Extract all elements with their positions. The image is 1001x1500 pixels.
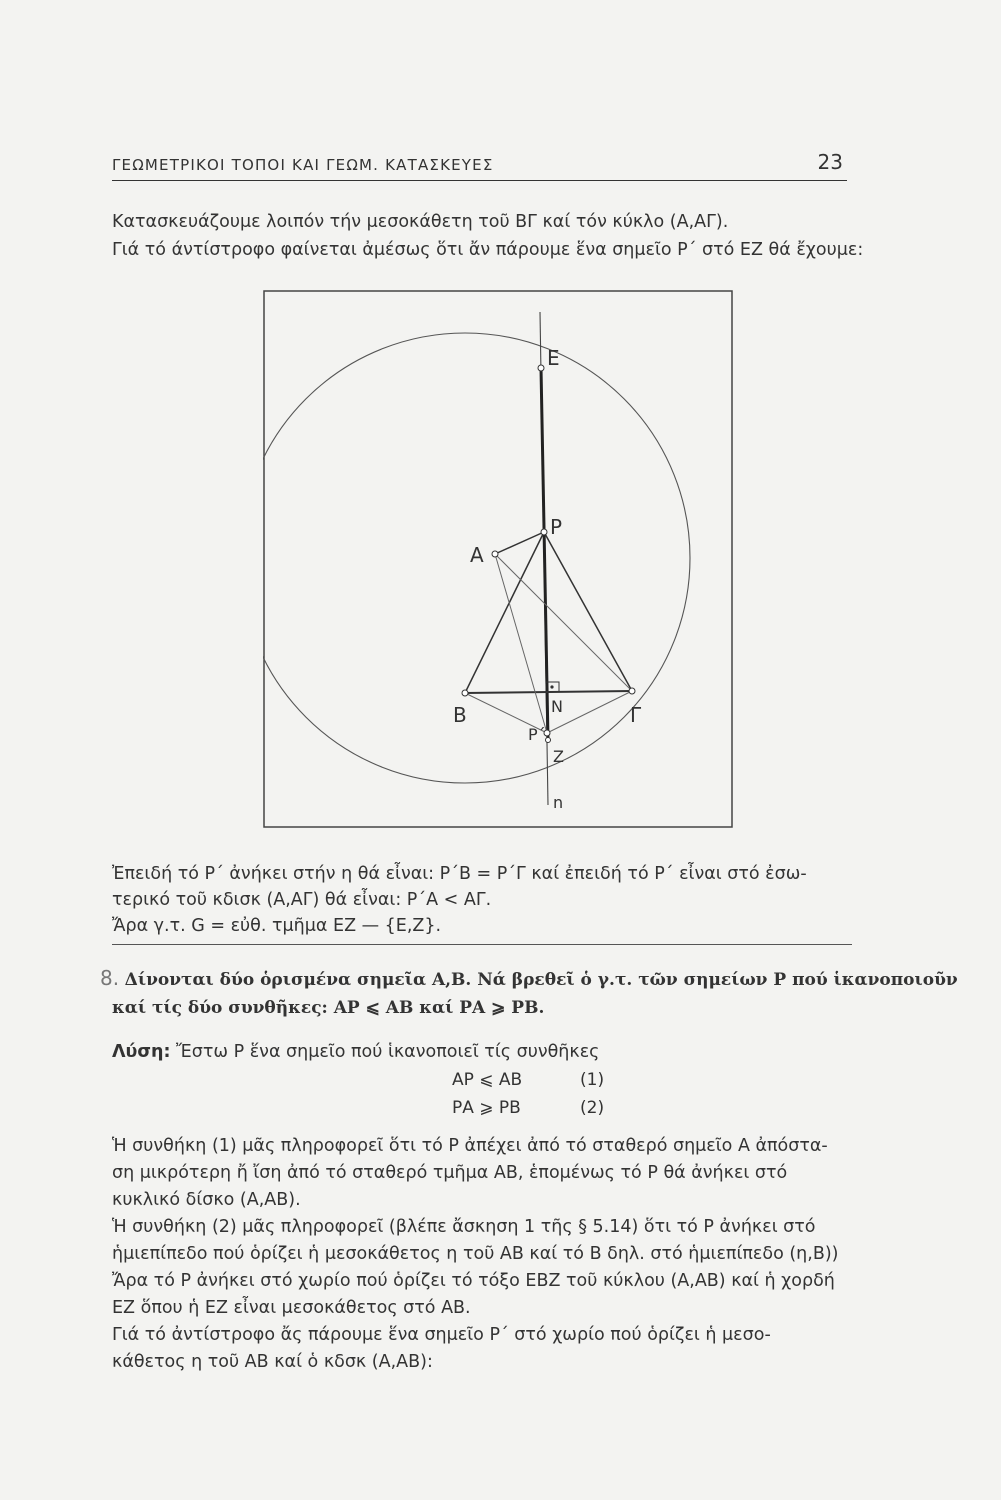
equation-1-text: ΑΡ ⩽ ΑΒ [452,1070,523,1090]
figure-frame [264,291,732,827]
equation-2 [452,1098,652,1118]
label-n: n [553,793,564,812]
label-P: P [550,515,563,539]
label-B: B [453,703,467,727]
conclusion-line-1: Ἐπειδή τό Ρ΄ ἀνήκει στήν η θά εἶναι: Ρ΄Β = Ρ΄Γ καί ἐπειδή τό Ρ΄ εἶναι στό ἐσω- [112,864,807,884]
point-B [462,690,468,696]
running-header [112,150,847,181]
paragraph-2-line-1: Ἡ συνθήκη (2) μᾶς πληροφορεῖ (βλέπε ἄσκηση 1 τῆς § 5.14) ὅτι τό Ρ ἀνήκει στό [112,1217,816,1237]
segment-PG [544,532,632,691]
figure-svg [263,290,733,828]
segment-EZ [541,368,548,740]
segment-AP [495,532,544,554]
paragraph-1-line-2: ση μικρότερη ἤ ἴση ἀπό τό σταθερό τμῆμα ΑΒ, ἑπομένως τό Ρ θά ἀνήκει στό [112,1163,788,1183]
segment-AG [495,554,632,691]
segment-AP-prime [495,554,547,733]
segment-BG [465,691,632,693]
paragraph-3-line-2: κάθετος η τοῦ ΑΒ καί ὁ κδσκ (Α,ΑΒ): [112,1352,433,1372]
label-Z: Z [553,747,564,766]
exercise-statement-line-1 [100,964,958,994]
point-E [538,365,544,371]
solution-intro [112,1038,852,1066]
conclusion-line-3: Ἄρα γ.τ. G = εὐθ. τμῆμα ΕΖ — {Ε,Ζ}. [112,916,442,936]
paragraph-2-line-2: ἡμιεπίπεδο πού ὁρίζει ἡ μεσοκάθετος η τοῦ ΑΒ καί τό Β δηλ. στό ἡμιεπίπεδο (η,Β)) [112,1244,839,1264]
exercise-statement-text-1: Δίνονται δύο ὁρισμένα σημεῖα Α,Β. Νά βρεθεῖ ὁ γ.τ. τῶν σημείων Ρ πού ἱκανοποιοῦν [124,970,958,990]
paragraph-2-line-4: ΕΖ ὅπου ἡ ΕΖ εἶναι μεσοκάθετος στό ΑΒ. [112,1298,471,1318]
equation-1-number: (1) [580,1070,605,1090]
equation-1 [452,1070,652,1090]
right-angle-dot [550,685,553,688]
label-P-prime: P΄ [528,725,546,744]
chapter-title: ΓΕΩΜΕΤΡΙΚΟΙ ΤΟΠΟΙ ΚΑΙ ΓΕΩΜ. ΚΑΤΑΣΚΕΥΕΣ [112,156,494,174]
geometry-figure [263,290,733,828]
label-E: E [547,346,560,370]
intro-line-1: Κατασκευάζουμε λοιπόν τήν μεσοκάθετη τοῦ ΒΓ καί τόν κύκλο (Α,ΑΓ). [112,212,729,232]
equation-2-number: (2) [580,1098,605,1118]
paragraph-3-line-1: Γιά τό ἀντίστροφο ἄς πάρουμε ἕνα σημεῖο Ρ΄ στό χωρίο πού ὁρίζει ἡ μεσο- [112,1325,771,1345]
paragraph-2-line-3: Ἄρα τό Ρ ἀνήκει στό χωρίο πού ὁρίζει τό τόξο ΕΒΖ τοῦ κύκλου (Α,ΑΒ) καί ἡ χορδή [112,1271,835,1291]
point-A [492,551,498,557]
page-number: 23 [817,150,843,174]
point-Z [546,738,551,743]
conclusion-line-2: τερικό τοῦ κδισκ (Α,ΑΓ) θά εἶναι: Ρ΄Α < ΑΓ. [112,890,492,910]
section-divider [112,944,852,945]
label-Gamma: Γ [630,703,642,727]
label-A: A [470,543,484,567]
paragraph-1-line-3: κυκλικό δίσκο (Α,ΑΒ). [112,1190,301,1210]
paragraph-1-line-1: Ἡ συνθήκη (1) μᾶς πληροφορεῖ ὅτι τό Ρ ἀπέχει ἀπό τό σταθερό σημεῖο Α ἀπόστα- [112,1136,828,1156]
label-N: N [551,697,563,716]
point-G [629,688,635,694]
exercise-statement-line-2: καί τίς δύο συνθῆκες: ΑΡ ⩽ ΑΒ καί ΡΑ ⩾ ΡΒ. [112,998,545,1018]
intro-line-2: Γιά τό άντίστροφο φαίνεται ἀμέσως ὅτι ἄν πάρουμε ἕνα σημεῖο Ρ΄ στό ΕΖ θά ἔχουμε: [112,240,864,260]
point-P [541,529,547,535]
exercise-number: 8. [100,966,120,990]
equation-2-text: ΡΑ ⩾ ΡΒ [452,1098,521,1118]
solution-label: Λύση: [112,1042,171,1062]
solution-intro-text: Ἔστω Ρ ἕνα σημεῖο πού ἱκανοποιεῖ τίς συνθῆκες [176,1042,600,1062]
